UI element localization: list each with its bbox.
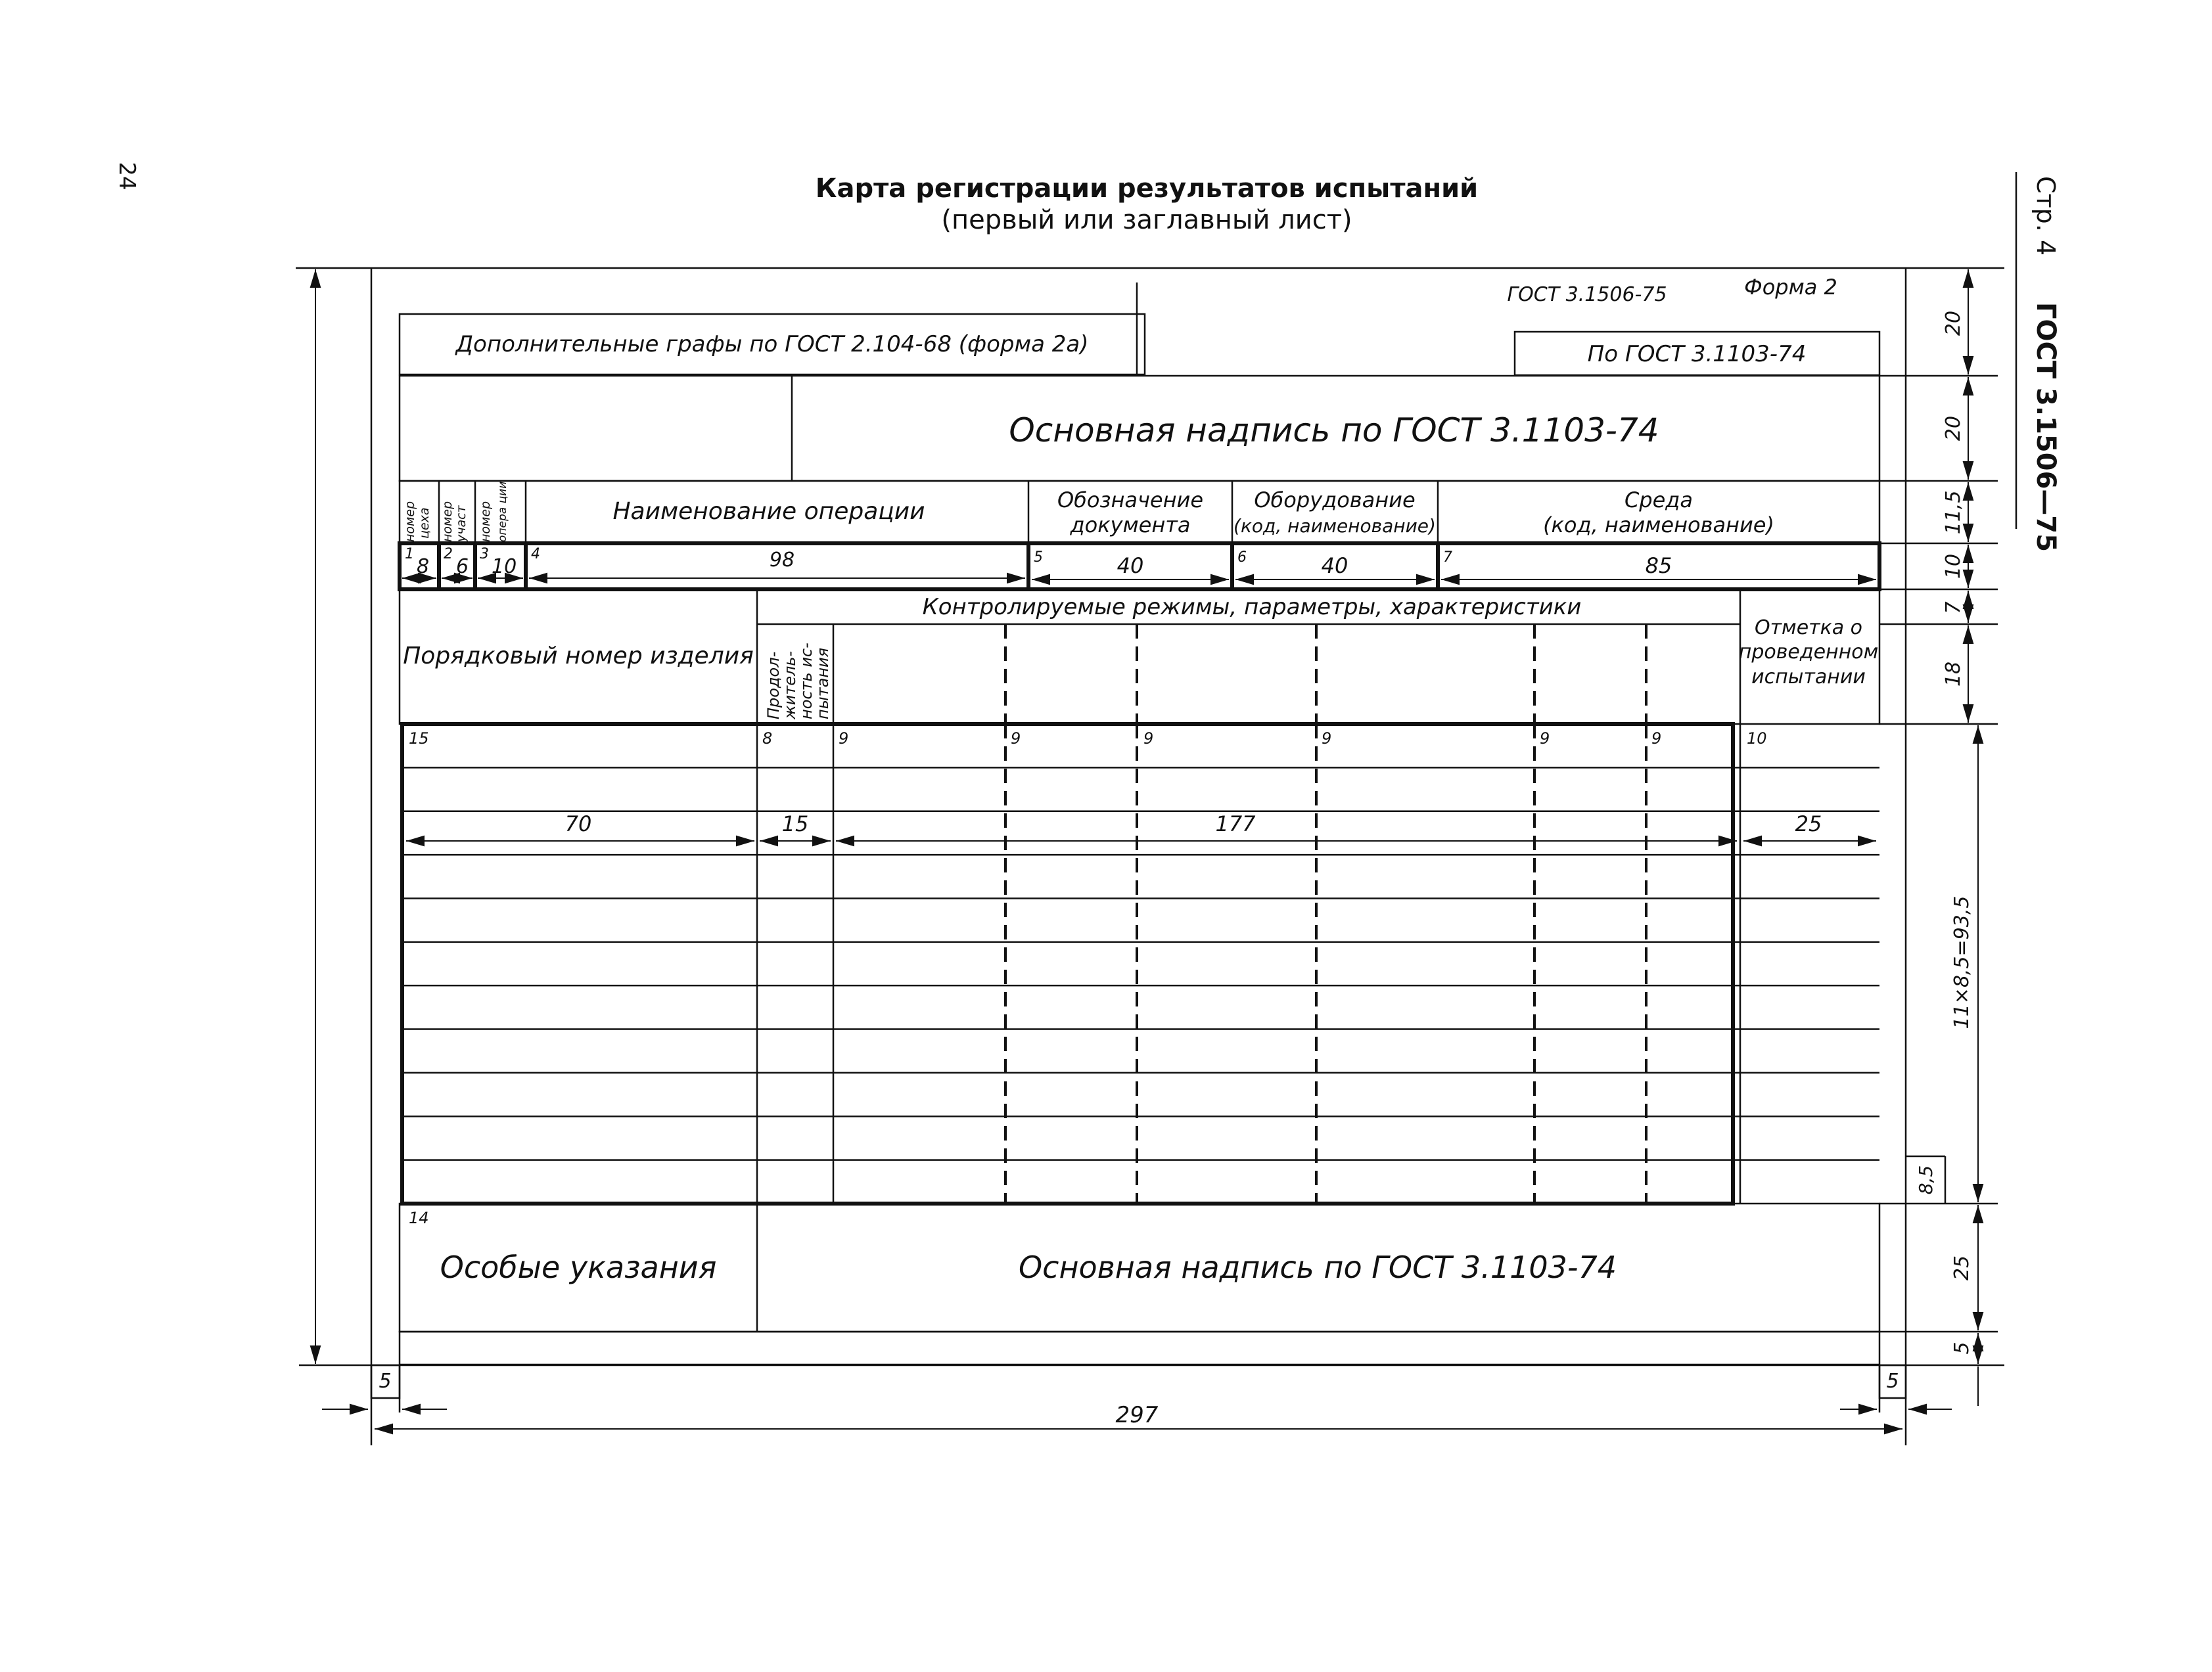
w-8: 8: [417, 555, 430, 578]
dim-r-1: 20: [1942, 415, 1965, 441]
top-area: [400, 275, 1879, 375]
num-9-e: 9: [1540, 729, 1550, 748]
dim-r-9: 5: [1950, 1342, 1973, 1355]
w-70: 70: [565, 811, 592, 836]
dim-r-0: 20: [1942, 310, 1965, 336]
operation-data-row: [400, 543, 1879, 589]
duration-l2: житель-: [781, 650, 799, 719]
w-6: 6: [456, 555, 469, 578]
col-shop-label-2: цеха: [417, 507, 432, 539]
w-85: 85: [1645, 553, 1672, 578]
dim-r-2: 11,5: [1942, 490, 1965, 535]
duration-l4: пытания: [814, 647, 832, 719]
doc-designation-l2: документа: [1070, 512, 1191, 537]
test-mark-l3: испытании: [1751, 666, 1866, 689]
dim-r-8: 25: [1950, 1255, 1973, 1281]
environment-l2: (код, наименование): [1543, 512, 1774, 537]
num-9-f: 9: [1651, 729, 1662, 748]
bottom-dimensions: [322, 1365, 1952, 1445]
col-shop-label: номер: [403, 501, 417, 542]
num-9-a: 9: [839, 729, 849, 748]
item-serial-label: Порядковый номер изделия: [403, 643, 754, 669]
special-instructions-label: Особые указания: [440, 1250, 717, 1285]
test-mark-l1: Отметка о: [1754, 616, 1863, 639]
num-1: 1: [405, 546, 414, 562]
duration-l3: ность ис-: [797, 643, 816, 719]
num-14: 14: [409, 1209, 429, 1227]
right-dimensions: [1879, 269, 1998, 1406]
additional-columns-label: Дополнительные графы по ГОСТ 2.104-68 (форма 2а): [455, 331, 1089, 357]
main-inscription-top: [400, 376, 1879, 481]
duration-l1: Продол-: [764, 651, 783, 719]
side-header: [2016, 172, 2061, 552]
bottom-block: [400, 1204, 1879, 1365]
test-mark-l2: проведенном: [1738, 641, 1879, 664]
margin-left: 5: [379, 1370, 392, 1393]
equipment-l2: (код, наименование): [1233, 515, 1436, 537]
gost-ref: ГОСТ 3.1506-75: [1507, 283, 1667, 306]
results-header: [400, 589, 1879, 724]
num-8: 8: [762, 729, 773, 748]
num-4: 4: [531, 546, 540, 562]
num-6: 6: [1237, 549, 1247, 566]
num-2: 2: [444, 546, 453, 562]
col-section-label-2: участ: [454, 505, 469, 542]
num-9-c: 9: [1143, 729, 1154, 748]
w-40-doc: 40: [1117, 553, 1144, 578]
num-9-d: 9: [1322, 729, 1332, 748]
total-width: 297: [1115, 1402, 1159, 1428]
margin-right: 5: [1886, 1370, 1899, 1393]
results-grid: [402, 724, 1879, 1204]
page-number: 24: [114, 162, 140, 191]
col-section-label: номер: [440, 501, 455, 542]
controlled-params-label: Контролируемые режимы, параметры, характеристики: [922, 594, 1582, 620]
equipment-l1: Оборудование: [1254, 487, 1416, 512]
main-inscription-bottom-label: Основная надпись по ГОСТ 3.1103-74: [1018, 1250, 1617, 1285]
form-label: Форма 2: [1744, 275, 1837, 300]
side-standard: ГОСТ 3.1506—75: [2031, 302, 2061, 553]
col-operation-label-2: опера ции: [496, 481, 509, 542]
num-10: 10: [1747, 729, 1767, 748]
side-page-ref: Стр. 4: [2031, 176, 2060, 256]
operation-header: [400, 481, 1879, 543]
w-98: 98: [769, 549, 795, 572]
w-15: 15: [781, 811, 809, 836]
w-177: 177: [1215, 811, 1256, 836]
page-subtitle: (первый или заглавный лист): [941, 205, 1352, 235]
num-9-b: 9: [1011, 729, 1021, 748]
num-7: 7: [1443, 549, 1452, 566]
environment-l1: Среда: [1624, 487, 1694, 512]
col-operation-label: номер: [478, 501, 493, 542]
po-gost-label: По ГОСТ 3.1103-74: [1587, 341, 1807, 367]
w-25: 25: [1795, 811, 1822, 836]
dim-r-5: 18: [1942, 661, 1965, 687]
num-15: 15: [409, 729, 429, 748]
operation-name-label: Наименование операции: [612, 498, 925, 525]
dim-r-7: 8,5: [1915, 1165, 1937, 1195]
page-title: Карта регистрации результатов испытаний: [815, 173, 1479, 204]
dim-r-3: 10: [1942, 553, 1965, 579]
w-10: 10: [492, 555, 517, 578]
num-3: 3: [480, 546, 489, 562]
dim-r-4: 7: [1942, 601, 1965, 614]
num-5: 5: [1034, 549, 1043, 566]
doc-designation-l1: Обозначение: [1057, 487, 1204, 512]
w-40-equip: 40: [1321, 553, 1348, 578]
main-inscription-top-label: Основная надпись по ГОСТ 3.1103-74: [1009, 411, 1659, 449]
dim-r-6: 11×8,5=93,5: [1950, 895, 1973, 1029]
